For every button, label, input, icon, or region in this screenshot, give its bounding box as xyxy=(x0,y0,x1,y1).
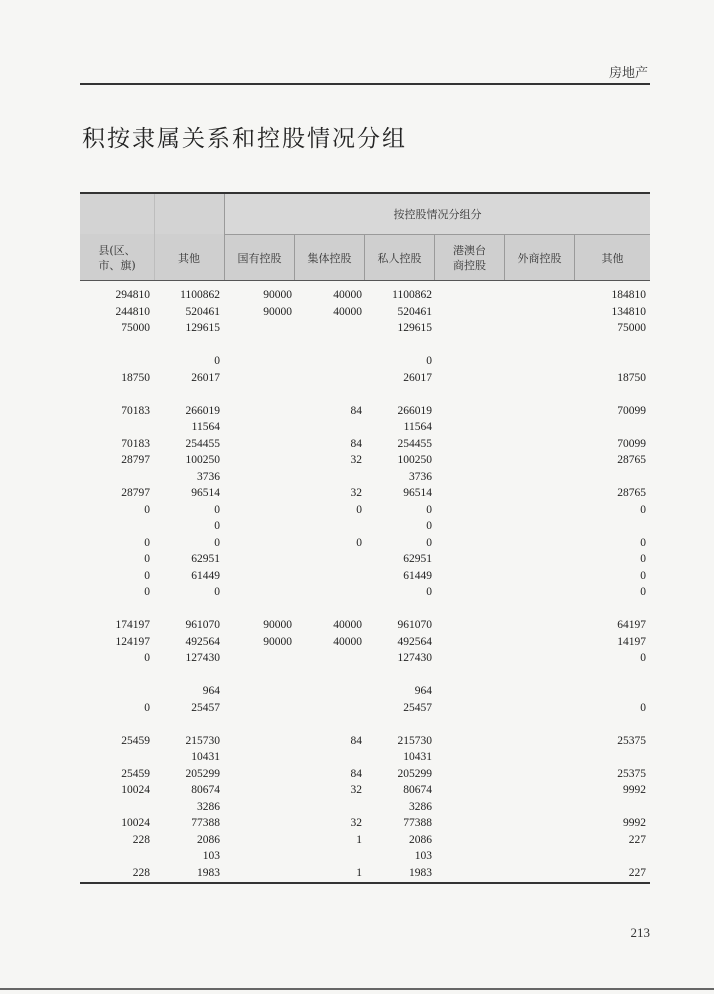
table-cell: 96514 xyxy=(191,487,220,499)
table-cell: 961070 xyxy=(185,619,220,631)
table-cell: 0 xyxy=(144,652,150,664)
table-cell: 0 xyxy=(144,553,150,565)
table-cell: 0 xyxy=(214,536,220,549)
table-row xyxy=(80,848,650,865)
table-row xyxy=(80,452,650,469)
table-cell: 0 xyxy=(214,520,220,532)
table-cell: 1983 xyxy=(409,866,432,879)
table-row xyxy=(80,469,650,486)
table-cell: 61449 xyxy=(403,569,432,582)
table-cell: 84 xyxy=(350,437,362,450)
table-cell: 215730 xyxy=(397,734,432,747)
table-cell: 26017 xyxy=(403,371,432,384)
table-cell: 9992 xyxy=(623,784,646,796)
table-row xyxy=(80,650,650,667)
table-cell: 90000 xyxy=(263,305,292,318)
table-row xyxy=(80,683,650,700)
table-cell: 227 xyxy=(628,833,646,846)
table-cell: 62951 xyxy=(191,553,220,565)
table-cell: 124197 xyxy=(115,635,150,648)
table-body xyxy=(80,287,650,881)
table-cell: 134810 xyxy=(611,305,646,318)
table-cell: 84 xyxy=(350,767,362,780)
table-cell: 244810 xyxy=(115,305,150,318)
table-cell: 0 xyxy=(640,701,646,714)
table-cell: 0 xyxy=(640,569,646,582)
table-cell: 0 xyxy=(144,503,150,516)
table-cell: 103 xyxy=(202,850,220,862)
column-header: 其他 xyxy=(601,251,624,265)
table-cell: 25459 xyxy=(121,734,150,747)
column-header: 其他 xyxy=(178,251,200,265)
table-cell: 11564 xyxy=(403,421,432,433)
table-cell: 266019 xyxy=(185,404,220,417)
table-cell: 964 xyxy=(202,685,220,697)
table-cell: 100250 xyxy=(397,454,432,466)
table-cell: 0 xyxy=(356,536,362,549)
table-cell: 1100862 xyxy=(180,289,220,301)
table-cell: 10024 xyxy=(121,784,150,796)
table-cell: 18750 xyxy=(617,371,646,384)
table-cell: 227 xyxy=(628,866,646,879)
table-cell: 215730 xyxy=(185,734,220,747)
table-cell: 25457 xyxy=(403,701,432,714)
table-cell: 1983 xyxy=(197,866,220,879)
table-row xyxy=(80,766,650,783)
table-cell: 25457 xyxy=(191,701,220,714)
table-row xyxy=(80,419,650,436)
table-cell: 18750 xyxy=(121,371,150,384)
table-cell: 0 xyxy=(640,503,646,516)
table-row xyxy=(80,865,650,882)
table-cell: 40000 xyxy=(333,289,362,301)
table-cell: 0 xyxy=(144,701,150,714)
table-cell: 3286 xyxy=(197,800,220,813)
table-cell: 184810 xyxy=(611,289,646,301)
table-cell: 2086 xyxy=(409,833,432,846)
table-row xyxy=(80,551,650,568)
table-cell: 254455 xyxy=(185,437,220,450)
table-cell: 80674 xyxy=(403,784,432,796)
table-cell: 28797 xyxy=(121,487,150,499)
table-cell: 1100862 xyxy=(392,289,432,301)
column-header: 县(区、 市、旗) xyxy=(98,244,136,272)
table-cell: 964 xyxy=(414,685,432,697)
table-cell: 129615 xyxy=(397,322,432,334)
table-cell: 0 xyxy=(214,355,220,367)
table-cell: 77388 xyxy=(191,817,220,829)
table-cell: 75000 xyxy=(617,322,646,334)
table-cell: 0 xyxy=(356,503,362,516)
table-row xyxy=(80,700,650,717)
table-cell: 25375 xyxy=(617,734,646,747)
table-cell: 228 xyxy=(132,833,150,846)
table-cell: 0 xyxy=(426,586,432,598)
table-cell: 96514 xyxy=(403,487,432,499)
table-row xyxy=(80,832,650,849)
table-row xyxy=(80,815,650,832)
table-cell: 127430 xyxy=(397,652,432,664)
section-tag: 房地产 xyxy=(608,66,648,81)
table-cell: 205299 xyxy=(185,767,220,780)
table-cell: 25375 xyxy=(617,767,646,780)
table-cell: 0 xyxy=(214,586,220,598)
table-cell: 9992 xyxy=(623,817,646,829)
table-cell: 62951 xyxy=(403,553,432,565)
table-row xyxy=(80,716,650,733)
table-row xyxy=(80,584,650,601)
column-header: 港澳台 商控股 xyxy=(453,244,486,272)
table-row xyxy=(80,320,650,337)
table-row xyxy=(80,287,650,304)
table-cell: 28765 xyxy=(617,487,646,499)
table-cell: 26017 xyxy=(191,371,220,384)
table-cell: 0 xyxy=(426,355,432,367)
column-header: 国有控股 xyxy=(237,251,282,265)
table-cell: 3736 xyxy=(409,470,432,483)
table-cell: 70099 xyxy=(617,437,646,450)
table-cell: 32 xyxy=(350,487,362,499)
table-cell: 32 xyxy=(350,454,362,466)
table-cell: 228 xyxy=(132,866,150,879)
table-cell: 0 xyxy=(144,536,150,549)
table-cell: 90000 xyxy=(263,619,292,631)
table-cell: 90000 xyxy=(263,289,292,301)
table-cell: 0 xyxy=(640,553,646,565)
table-cell: 492564 xyxy=(397,635,432,648)
table-cell: 77388 xyxy=(403,817,432,829)
table-cell: 28765 xyxy=(617,454,646,466)
table-row xyxy=(80,304,650,321)
table-cell: 84 xyxy=(350,734,362,747)
table-cell: 127430 xyxy=(185,652,220,664)
table-cell: 25459 xyxy=(121,767,150,780)
table-cell: 10024 xyxy=(121,817,150,829)
table-cell: 75000 xyxy=(121,322,150,334)
table-cell: 14197 xyxy=(617,635,646,648)
table-row xyxy=(80,353,650,370)
table-cell: 2086 xyxy=(197,833,220,846)
table-cell: 0 xyxy=(426,520,432,532)
table-cell: 0 xyxy=(640,536,646,549)
table-cell: 40000 xyxy=(333,305,362,318)
page-number: 213 xyxy=(630,925,650,940)
table-row xyxy=(80,403,650,420)
top-rule xyxy=(80,83,650,85)
table-cell: 492564 xyxy=(185,635,220,648)
table-cell: 0 xyxy=(144,586,150,598)
table-cell: 0 xyxy=(426,536,432,549)
column-header: 私人控股 xyxy=(377,251,422,265)
table-header xyxy=(80,194,650,280)
table-cell: 70183 xyxy=(121,404,150,417)
table-cell: 40000 xyxy=(333,619,362,631)
table-row xyxy=(80,386,650,403)
table-cell: 3736 xyxy=(197,470,220,483)
group-header: 按控股情况分组分 xyxy=(225,194,650,234)
table-cell: 70099 xyxy=(617,404,646,417)
table-cell: 70183 xyxy=(121,437,150,450)
table-cell: 0 xyxy=(214,503,220,516)
table-row xyxy=(80,518,650,535)
table-cell: 90000 xyxy=(263,635,292,648)
table-cell: 0 xyxy=(426,503,432,516)
table-cell: 10431 xyxy=(191,751,220,763)
table-cell: 266019 xyxy=(397,404,432,417)
column-header: 集体控股 xyxy=(307,251,352,265)
table-cell: 61449 xyxy=(191,569,220,582)
table-cell: 84 xyxy=(350,404,362,417)
table-cell: 0 xyxy=(640,652,646,664)
table-cell: 3286 xyxy=(409,800,432,813)
table-cell: 28797 xyxy=(121,454,150,466)
table-cell: 0 xyxy=(144,569,150,582)
table-cell: 80674 xyxy=(191,784,220,796)
table-cell: 1 xyxy=(356,866,362,879)
table-cell: 205299 xyxy=(397,767,432,780)
table-cell: 294810 xyxy=(115,289,150,301)
table-cell: 129615 xyxy=(185,322,220,334)
table-cell: 10431 xyxy=(403,751,432,763)
table-row xyxy=(80,617,650,634)
table-cell: 961070 xyxy=(397,619,432,631)
table-cell: 32 xyxy=(350,817,362,829)
page-title: 积按隶属关系和控股情况分组 xyxy=(82,126,407,152)
header-band-left xyxy=(80,194,224,234)
table-row xyxy=(80,436,650,453)
table-row xyxy=(80,370,650,387)
table-cell: 40000 xyxy=(333,635,362,648)
table-row xyxy=(80,337,650,354)
table-bottom-rule xyxy=(80,882,650,884)
table-cell: 520461 xyxy=(185,305,220,318)
table-cell: 11564 xyxy=(191,421,220,433)
table-row xyxy=(80,485,650,502)
table-row xyxy=(80,502,650,519)
table-row xyxy=(80,733,650,750)
table-cell: 100250 xyxy=(185,454,220,466)
table-cell: 0 xyxy=(640,586,646,598)
table-row xyxy=(80,601,650,618)
header-divider xyxy=(225,234,650,235)
column-header: 外商控股 xyxy=(517,251,562,265)
table-header-rule xyxy=(80,280,650,281)
table-row xyxy=(80,782,650,799)
table-row xyxy=(80,634,650,651)
page-edge-rule xyxy=(0,988,714,990)
table-row xyxy=(80,568,650,585)
table-cell: 254455 xyxy=(397,437,432,450)
table-cell: 64197 xyxy=(617,619,646,631)
table-row xyxy=(80,535,650,552)
table-cell: 32 xyxy=(350,784,362,796)
table-cell: 520461 xyxy=(397,305,432,318)
table-row xyxy=(80,799,650,816)
table-row xyxy=(80,749,650,766)
table-cell: 103 xyxy=(414,850,432,862)
table-cell: 1 xyxy=(356,833,362,846)
table-cell: 174197 xyxy=(115,619,150,631)
table-row xyxy=(80,667,650,684)
